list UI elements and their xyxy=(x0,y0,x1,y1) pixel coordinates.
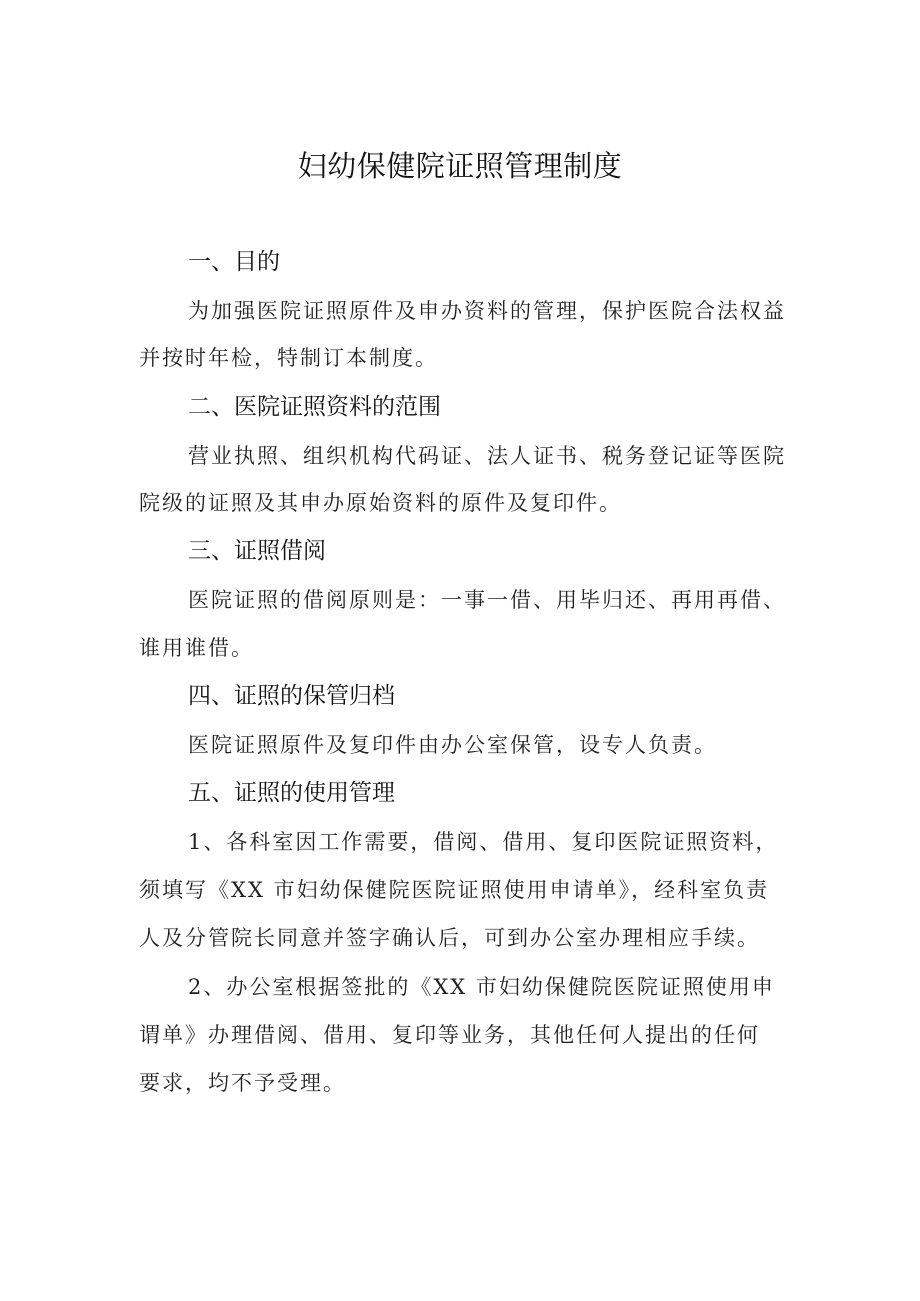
paragraph-line: 院级的证照及其申办原始资料的原件及复印件。 xyxy=(139,491,622,515)
paragraph-line: 并按时年检，特制订本制度。 xyxy=(139,346,438,370)
section-heading-scope: 二、医院证照资料的范围 xyxy=(188,394,441,420)
paragraph-line: 医院证照原件及复印件由办公室保管，设专人负责。 xyxy=(188,733,717,757)
section-heading-custody: 四、证照的保管归档 xyxy=(188,683,395,709)
paragraph-line: 营业执照、组织机构代码证、法人证书、税务登记证等医院 xyxy=(188,444,786,468)
document-title: 妇幼保健院证照管理制度 xyxy=(297,149,623,183)
paragraph-line: 为加强医院证照原件及申办资料的管理，保护医院合法权益 xyxy=(188,299,786,323)
paragraph-line: 医院证照的借阅原则是：一事一借、用毕归还、再用再借、 xyxy=(188,588,786,612)
section-heading-borrowing: 三、证照借阅 xyxy=(188,538,326,564)
section-heading-purpose: 一、目的 xyxy=(188,249,280,275)
section-heading-usage: 五、证照的使用管理 xyxy=(188,780,395,806)
paragraph-line: 2、办公室根据签批的《XX 市妇幼保健院医院证照使用申 xyxy=(188,975,775,999)
paragraph-line: 人及分管院长同意并签字确认后，可到办公室办理相应手续。 xyxy=(139,926,760,950)
paragraph-line: 要求，均不予受理。 xyxy=(139,1071,346,1095)
paragraph-line: 须填写《XX 市妇幼保健院医院证照使用申请单》，经科室负责 xyxy=(139,878,770,902)
paragraph-line: 1、各科室因工作需要，借阅、借用、复印医院证照资料， xyxy=(188,830,779,854)
paragraph-line: 谁用谁借。 xyxy=(139,636,254,660)
paragraph-line: 谓单》办理借阅、借用、复印等业务，其他任何人提出的任何 xyxy=(139,1023,760,1047)
